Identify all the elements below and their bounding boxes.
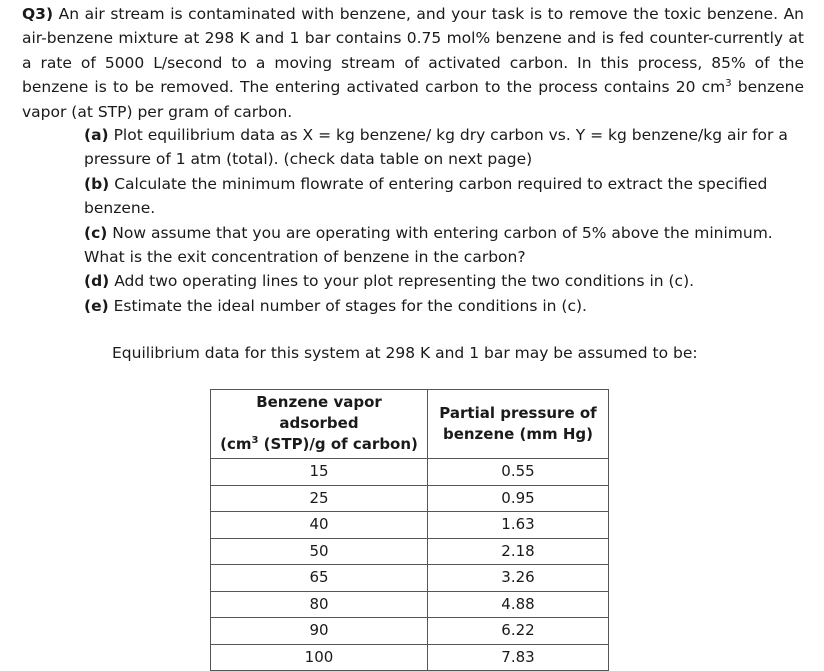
superscript: 3: [251, 435, 259, 446]
table-row: [211, 644, 609, 671]
question-parts: [84, 123, 806, 318]
part-b-text: Calculate the minimum flowrate of entering carbon required to extract the specified benzene.: [84, 174, 768, 218]
question-number: Q3): [22, 5, 54, 23]
column-header-partial-pressure: [428, 390, 609, 459]
part-e-label: (e): [84, 296, 109, 315]
equilibrium-table: [210, 389, 609, 671]
part-d-label: (d): [84, 272, 110, 291]
cell-pressure: 4.88: [428, 591, 609, 618]
table-row: [211, 538, 609, 565]
equilibrium-intro: Equilibrium data for this system at 298 K and 1 bar may be assumed to be:: [112, 344, 698, 362]
part-a-label: (a): [84, 126, 109, 144]
part-d: [84, 269, 806, 293]
header-line: Partial pressure of: [439, 403, 597, 422]
column-header-benzene-adsorbed: [211, 390, 428, 459]
header-line: (cm: [220, 435, 252, 453]
part-b-label: (b): [84, 174, 110, 193]
header-line: benzene (mm Hg): [442, 424, 594, 443]
cell-adsorbed: 15: [211, 459, 428, 486]
table-row: [211, 485, 609, 512]
question-text-end: benzene vapor (at STP) per gram of carbon.: [22, 78, 804, 121]
table-row: [211, 618, 609, 645]
header-line: Benzene vapor adsorbed: [256, 393, 382, 432]
part-b: [84, 172, 806, 221]
cell-adsorbed: 65: [211, 565, 428, 592]
question-statement: [22, 2, 804, 124]
cell-adsorbed: 50: [211, 538, 428, 565]
cell-pressure: 1.63: [428, 512, 609, 539]
question-text: An air stream is contaminated with benzene, and your task is to remove the toxic benzene. An air-benzene mixture at 298 K and 1 bar contains 0.75 mol% benzene and is fed counter-currently at a rate of 5000 L/second to a moving stream of activated carbon. In this process, 85% of the benzene is to be removed. The entering activated carbon to the process contains 20 cm: [22, 5, 804, 97]
cell-pressure: 6.22: [428, 618, 609, 645]
part-e: [84, 294, 806, 318]
cell-pressure: 7.83: [428, 644, 609, 671]
part-c-text: Now assume that you are operating with entering carbon of 5% above the minimum. What is the exit concentration of benzene in the carbon?: [84, 223, 773, 267]
cell-pressure: 3.26: [428, 565, 609, 592]
table-row: [211, 459, 609, 486]
cell-pressure: 0.55: [428, 459, 609, 486]
part-e-text: Estimate the ideal number of stages for the conditions in (c).: [108, 296, 587, 315]
cell-adsorbed: 40: [211, 512, 428, 539]
cell-adsorbed: 25: [211, 485, 428, 512]
part-c-label: (c): [84, 223, 108, 242]
cell-adsorbed: 90: [211, 618, 428, 645]
part-a: [84, 123, 806, 172]
cell-adsorbed: 80: [211, 591, 428, 618]
cell-pressure: 2.18: [428, 538, 609, 565]
cell-pressure: 0.95: [428, 485, 609, 512]
superscript: 3: [725, 78, 732, 90]
table-header-row: [211, 390, 609, 459]
table-row: [211, 591, 609, 618]
part-d-text: Add two operating lines to your plot representing the two conditions in (c).: [109, 272, 695, 291]
header-line: (STP)/g of carbon): [258, 435, 418, 453]
table-row: [211, 565, 609, 592]
part-a-text: Plot equilibrium data as X = kg benzene/ kg dry carbon vs. Y = kg benzene/kg air for a pressure of 1 atm (total). (check data table on next page): [84, 126, 788, 169]
part-c: [84, 221, 806, 270]
table-row: [211, 512, 609, 539]
cell-adsorbed: 100: [211, 644, 428, 671]
